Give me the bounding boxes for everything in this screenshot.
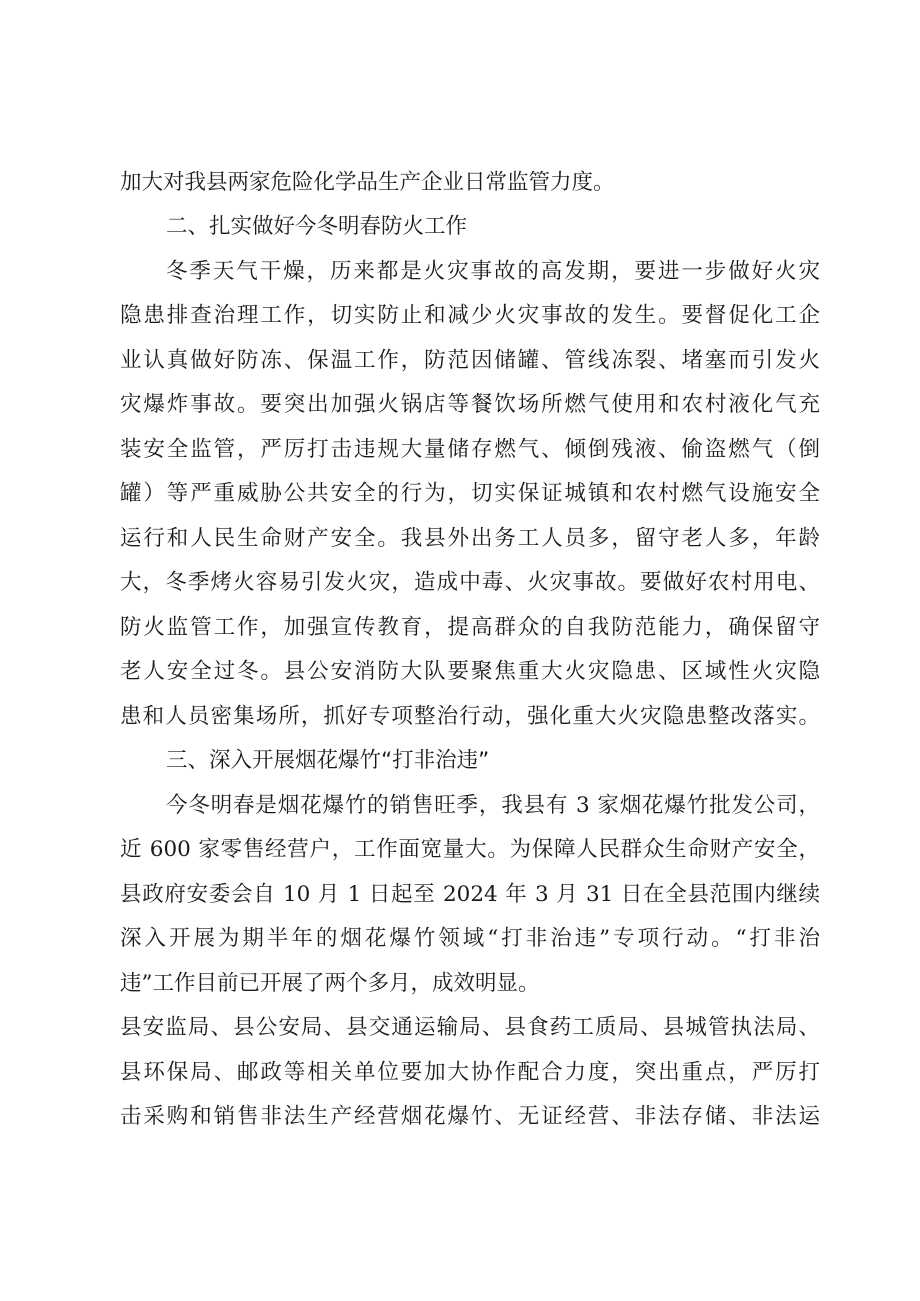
paragraph-line: 县安监局、县公安局、县交通运输局、县食药工质局、县城管执法局、 (120, 1015, 820, 1040)
section-heading-fireworks: 三、深入开展烟花爆竹“打非治违” (166, 748, 490, 773)
paragraph-line: 今冬明春是烟花爆竹的销售旺季，我县有 3 家烟花爆竹批发公司， (166, 793, 820, 818)
paragraph-line: 隐患排查治理工作，切实防止和减少火灾事故的发生。要督促化工企 (120, 303, 820, 328)
paragraph-line: 业认真做好防冻、保温工作，防范因储罐、管线冻裂、堵塞而引发火 (120, 348, 820, 373)
paragraph-line: 罐）等严重威胁公共安全的行为，切实保证城镇和农村燃气设施安全 (120, 481, 820, 506)
paragraph-line: 近 600 家零售经营户，工作面宽量大。为保障人民群众生命财产安全， (120, 837, 820, 862)
paragraph-line: 加大对我县两家危险化学品生产企业日常监管力度。 (120, 170, 615, 195)
section-heading-fire-prevention: 二、扎实做好今冬明春防火工作 (166, 214, 468, 239)
paragraph-line: 大，冬季烤火容易引发火灾，造成中毒、火灾事故。要做好农村用电、 (120, 570, 820, 595)
paragraph-line: 防火监管工作，加强宣传教育，提高群众的自我防范能力，确保留守 (120, 615, 820, 640)
paragraph-line: 违”工作目前已开展了两个多月，成效明显。 (120, 971, 540, 996)
paragraph-line: 县政府安委会自 10 月 1 日起至 2024 年 3 月 31 日在全县范围内继续 (120, 882, 820, 907)
paragraph-line: 老人安全过冬。县公安消防大队要聚焦重大火灾隐患、区域性火灾隐 (120, 659, 820, 684)
paragraph-line: 县环保局、邮政等相关单位要加大协作配合力度，突出重点，严厉打 (120, 1060, 820, 1085)
paragraph-line: 深入开展为期半年的烟花爆竹领域“打非治违”专项行动。“打非治 (120, 926, 820, 951)
paragraph-line: 冬季天气干燥，历来都是火灾事故的高发期，要进一步做好火灾 (166, 259, 820, 284)
paragraph-line: 击采购和销售非法生产经营烟花爆竹、无证经营、非法存储、非法运 (120, 1104, 820, 1129)
paragraph-line: 患和人员密集场所，抓好专项整治行动，强化重大火灾隐患整改落实。 (120, 704, 820, 729)
paragraph-line: 灾爆炸事故。要突出加强火锅店等餐饮场所燃气使用和农村液化气充 (120, 392, 820, 417)
paragraph-line: 运行和人民生命财产安全。我县外出务工人员多，留守老人多，年龄 (120, 526, 820, 551)
paragraph-line: 装安全监管，严厉打击违规大量储存燃气、倾倒残液、偷盗燃气（倒 (120, 437, 820, 462)
